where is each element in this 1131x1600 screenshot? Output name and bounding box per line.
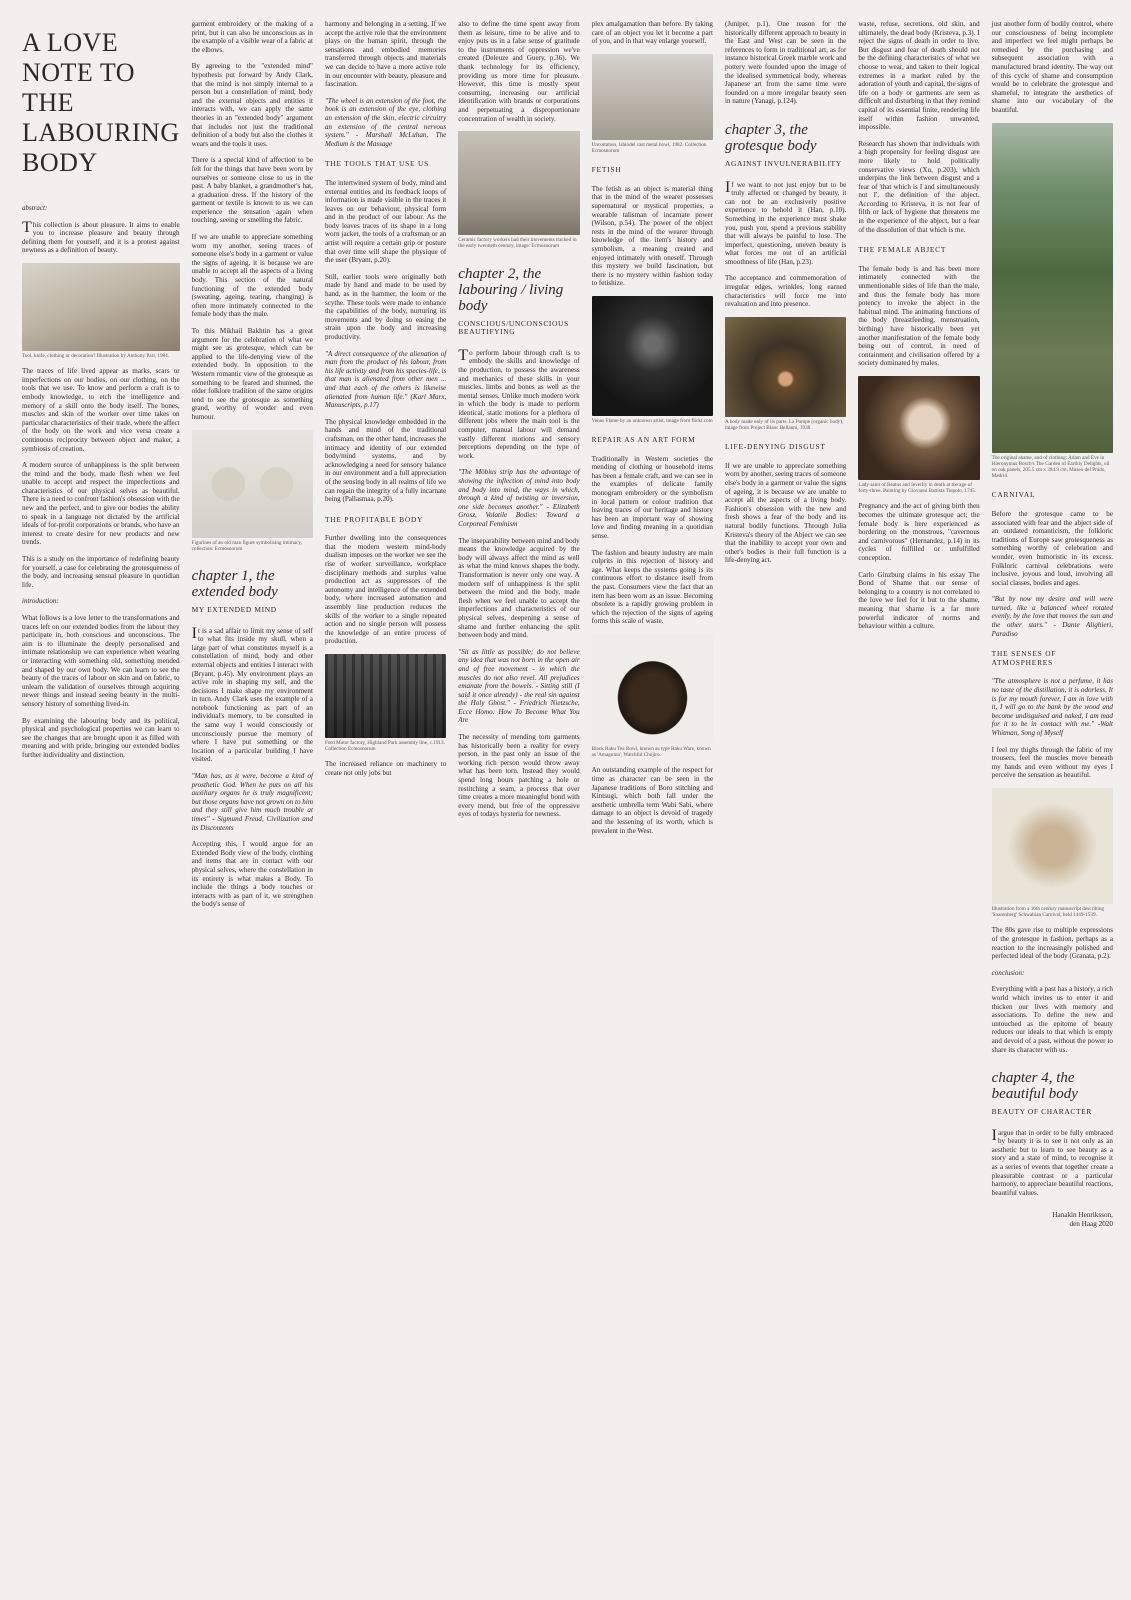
paragraph: also to define the time spent away from them as leisure, time to be alive and to enjoy puts us in a false sense of gratitude to the instruments of oppression we've created (Deleuze and Guery, p.36). We thank technology for its efficiency, providing us more time for pleasure. However, this time is mostly spent consuming, increasing our artificial identification with brands or corporations and perpetuating a disproportionate concentration of wealth in society.: [458, 20, 580, 123]
figure-caption: Illustration from a 16th century manuscript describing 'Snarenberg' Schwabian Carnival, held 1449-1539.: [991, 905, 1105, 919]
signature: [992, 1211, 1113, 1228]
figure-caption: Figurines of an old man figure symbolising intimacy, collection: Ecmosnorum: [191, 539, 302, 552]
paragraph: waste, refuse, secretions, old skin, and ultimately, the dead body (Kristeva, p.3). I reject the signs of death in order to live. But disgust and fear of death should not be the defining characteristics of what we choose to wear, and taken to their logical extremes in a market ruled by the adoration of youth and capital, the signs of life on a body or garments are seen as difficult and disturbing in that they remind capital of its essential finite, rendering life itself within fashion unwanted, impossible.: [858, 20, 980, 132]
paragraph: The fashion and beauty industry are main culprits in this rejection of history and age. What keeps the systems going is its continuous effort to distance itself from the past. Consumers view the fact that an item has been worn as an issue. Becoming obsolete is a rapidly growing problem in which the rejection of the signs of ageing forms this scale of waste.: [591, 548, 713, 626]
saint-painting-image: [858, 376, 979, 480]
quote: "Man has, as it were, become a kind of prosthetic God. When he puts on all his auxiliary organs he is truly magnificent; but those organs have not grown on to him and they still give him much trouble at times" - Sigmund Freud, Civilization and its Discontents: [191, 772, 313, 832]
figure-caption: Ford Motor factory, Highland Park assembly line, c.1913. Collection Ecmosnorum: [324, 740, 445, 753]
paragraph: The fetish as an object is material thing that in the mind of the wearer possesses supernatural or mystical properties, a wearable talisman of incarnate power (Wilson, p.54). The power of the object rests in the mind of the wearer through knowledge of the item's history and symbolism, a meaning created and enjoyed intimately with oneself. Through this mystery we build fascination, but there is no mystery within fashion today to fetishize.: [591, 184, 713, 288]
figure-caption: Black Raku Tea Bowl, known as type Raku Ware, known as 'Amagumo', Watchful Chojiro.: [591, 745, 711, 759]
figure-caption: Tool, knife, clothing or decoration? Illustration by Anthony Pari, 1984.: [22, 352, 170, 359]
abstract-label: abstract:: [22, 204, 48, 212]
venus-flame-image: [592, 296, 713, 416]
chapter-1-subtitle: MY EXTENDED MIND: [191, 604, 277, 614]
paragraph: If we want to not just enjoy but to be truly affected or changed by beauty, it can not be an exclusively positive experience to behold it (Han, p.10). Something in the experience must shake you, push you, spend a previous stability that will always be painful to lose. The imperfect, questioning, uneven beauty is what forces me out of an artificial smoothness of life (Han, p.23).: [724, 178, 847, 266]
paragraph: By examining the labouring body and its political, physical and psychological properties we can learn to see the changes that are brought upon it as filled with meaning and with pride, bringing our extended bodies further individuality and distinction.: [22, 716, 180, 759]
section-heading: THE PROFITABLE BODY: [324, 514, 424, 524]
quote: "But by now my desire and will were turned, like a balanced wheel rotated evenly, by the love that moves the sun and the other stars." - Dante Alighieri, Paradiso: [991, 595, 1113, 638]
paragraph: (Juniper, p.1). One reason for the historically different approach to beauty in the East and West can be seen in the references to form in traditional art, as for instance historical Greek marble work and pottery were founded upon the image of the idealised symmetrical body, whereas Japanese art from the same time were founded on a more irregular beauty seen in nature (Yanagi, p.124).: [724, 20, 847, 106]
paragraph: The physical knowledge embedded in the hands and mind of the traditional craftsman, on the other hand, increases the intimacy and identity of our extended body/mind systems, and by acknowledging a need for sensory balance in our environment and a full appreciation of the sensing body in all realms of life we can regain the integrity of a fully incarnate being (Pallasmaa, p.20).: [324, 417, 447, 504]
paragraph: To this Mikhail Bakhtin has a great argument for the celebration of what we might see as grotesque, which can be applied to the life-denying view of the extended body. In opposition to the Western romantic view of the grotesque as something to be feared and shunned, the older folklore tradition of the same origins tend to see the grotesque as something grand, worthy of wonder and even humour.: [191, 327, 313, 421]
paragraph: There is a special kind of affection to be felt for the things that have been worn by ourselves or someone close to us in the past. A baby blanket, a grandmother's hat, a graduation dress. If the history of the garment or textile is known to us we can experience the sensation again when touching, seeing or smelling the fabric.: [191, 156, 313, 225]
paragraph: just another form of bodily control, where our consciousness of being incomplete and imperfect we feel might perhaps be remedied by the purchasing and subsequent association with a manufactured brand identity. The way out of this cycle of shame and consumption would be to celebrate the grotesque and shameful, to integrate the aesthetics of shame into our vocabulary of the beautiful.: [991, 20, 1113, 114]
figurines-image: [192, 430, 313, 538]
paragraph: Accepting this, I would argue for an Extended Body view of the body, clothing and items that are in contact with our physical selves, where the constellation in its entirety is what makes a Body. To include the things a body touches or interacts with as part of it, we strengthen the body's sense of: [191, 840, 313, 909]
paragraph: The inseparability between mind and body means the knowledge acquired by the body will always affect the mind as well as what the mind knows shapes the body. Transformation is never only one way. A modern self of unhappiness is the split between the mind and the body, made flesh when we feel unable to accept the imperfections and characteristics of our physical selves, deepening a sense of shame and further enhancing the split between body and mind.: [458, 536, 580, 640]
garden-of-earthly-delights-image: [992, 123, 1113, 453]
section-heading: THE TOOLS THAT USE US: [324, 159, 430, 169]
abstract-text: This collection is about pleasure. It aims to enable you to increase pleasure and beauty through defining them for yourself, and it is a protest against newness as a definition of beauty.: [22, 218, 180, 255]
chapter-4-title: chapter 4, the beautiful body: [991, 1070, 1078, 1103]
hand-illustration-image: [22, 263, 180, 351]
figure-dark: [592, 296, 713, 424]
quote: "The Möbius strip has the advantage of showing the inflection of mind into body and body into mind, the ways in which, through a kind of twisting or inversion, one side becomes another." - Elizabeth Grosz, Volatile Bodies: Toward a Corporeal Feminism: [458, 468, 580, 528]
paragraph: This is a study on the importance of redefining beauty for yourself, a case for celebrating the grotesqueness of the body, and increasing sensual pleasure in quotidian life.: [22, 555, 180, 589]
poem-quote: "The atmosphere is not a perfume, it has no taste of the distillation, it is odorless, It is for my mouth forever, I am in love with it, I will go to the bank by the wood and become undisguised and naked, I am mad for it to be in contact with me." -Walt Whitman, Song of Myself: [991, 677, 1113, 737]
paragraph: The female body is and has been more intimately connected with the unmentionable sides of life than the male, and thus the female body has more potency to invoke the abject in the habitual mind. The animating functions of the body (breastfeeding, menstruation, birthing) have historically been yet another manifestation of the female body being out of control, in need of containment and civilisation offered by a society dominated by males.: [858, 264, 980, 368]
paragraph: The traces of life lived appear as marks, scars or imperfections on our bodies, on our clothing, on the tools that we use. To know and perform a craft is to embody knowledge, to etch the intelligence and memory of a skill onto the body itself. The bones, muscles and skin of the worker over time takes on particular characteristics of their trade, where the affect of the body on the work and vice versa create a continuous reciprocity between object and maker, a symbiosis of creation.: [22, 367, 180, 453]
paragraph: An outstanding example of the respect for time as character can be seen in the Japanese traditions of Boro stitching and Kintsugi, which both fall under the aesthetic umbrella term Wabi Sabi, where damage to an object is devoid of tragedy and the lessening of its worth, which is prevalent in the West.: [591, 766, 713, 835]
figure-tea-bowl: [592, 634, 713, 758]
paragraph: I feel my thighs through the fabric of my trousers, feel the muscles move beneath my hands and even without my eyes I perceive the sensation as beautiful.: [991, 745, 1113, 780]
figure-garden: [992, 123, 1113, 480]
paragraph: If we are unable to appreciate something worn by another, seeing traces of someone else's body in a garment or value the signs of ageing, it is because we are unable to accept all the aspects of a living body. Fashion's obsession with the new and fresh shows a fear of the body and its natural bodily functions. Through Julia Kristeva's theory of the Abject we can see that the inability to accept your own and other's bodies is their full function is a life-denying act.: [724, 461, 847, 565]
quote: "The wheel is an extension of the foot, the book is an extension of the eye, clothing an extension of the skin, electric circuitry an extension of the central nervous system." - Marshall McLuhan, The Medium is the Massage: [324, 96, 447, 148]
chapter-3-title: chapter 3, the grotesque body: [724, 121, 817, 154]
paragraph: harmony and belonging in a setting. If we accept the active role that the environment plays on the human spirit, through the sensations and embodied memories transferred through objects and materials we can decide to have a more active role in our encounter with beauty, pleasure and fascination.: [324, 20, 447, 89]
quote: "Sit as little as possible; do not believe any idea that was not born in the open air and of free movement - in which the muscles do not also revel. All prejudices emanate from the bowels. - Sitting still (I said it once already) - the real sin against the Holy Ghost." - Friedrich Nietzsche, Ecce Homo: How To Become What You Are: [458, 647, 580, 725]
figure-bowl: [592, 54, 713, 154]
paragraph: Still, earlier tools were originally both made by hand and made to be used by hand, as in the hammer, the loom or the scythe. These tools were made to enhance the capabilities of the body, nurturing its movements and by doing so easing the strain upon the body and increasing productivity.: [324, 272, 447, 341]
paragraph: What follows is a love letter to the transformations and traces left on our extended bodies from the labour they participate in, both conscious and unconscious. The aim is to illuminate the deeply personalised and intimate relationship we can experience when wearing or interacting with something old, something mended and shaped by our own body. We can learn to see the beauty of the traces of labour on skin and on fabric, to unlearn the validation of ourselves through acquiring newer things and instead seeing beauty in the multi-sensory history of something lived-in.: [22, 614, 180, 708]
section-heading: CARNIVAL: [991, 490, 1036, 500]
paragraph: The intertwined system of body, mind and external entities and its feedback loops of information is made visible in the traces it leaves on our behaviour, physical form and in the product of our labour. As the body leaves traces of its shape in a long worn jacket, the tools of a craftsman or an artist will require a certain grip or posture that over time will shape the physique of the user (Bryant, p.20).: [324, 178, 447, 265]
paragraph: The necessity of mending torn garments has historically been a reality for every person, in the past only an issue of the working rich person would throw away what has been torn. Instead they would spend long hours patching a hole or restitching a seam, a process that over time creates a more meaningful bond with every mend, but free of the oppressive eyes of todays hysteria for newness.: [458, 733, 580, 819]
figure-hand: [22, 263, 180, 359]
carnival-illustration-image: [992, 788, 1113, 904]
figure-carnival-body: [992, 788, 1113, 918]
paragraph: The 80s gave rise to multiple expressions of the grotesque in fashion, perhaps as a reaction to the increasingly polished and perfected ideal of the body (Granata, p.2).: [991, 926, 1113, 961]
paragraph: Before the grotesque came to be associated with fear and the abject side of an outdated romanticism, the folkloric traditions of Europe saw grotesqueness as something worthy of celebration and wonder, even humoristic in its excess. Folkloric carnival celebrations were inclusive, joyous and loud, involving all social classes, bodies and ages.: [991, 509, 1113, 587]
column-4: [458, 20, 579, 1582]
column-2: [192, 20, 313, 1582]
paragraph: plex amalgamation than before. By taking care of an object you let it become a part of you, and in that way enlarge yourself.: [591, 20, 713, 46]
paragraph: Everything with a past has a history, a rich world which invites us to enter it and thicken our lives with memory and associations. To define the new and untouched as the epitome of beauty reduces our ideals to that which is empty and devoid of a past, without the power to share its character with us.: [991, 985, 1113, 1054]
paragraph: To perform labour through craft is to embody the skills and knowledge of the production, to possess the awareness and mechanics of these skills in your muscles, limbs and bones as well as the mental senses. Unlike much modern work in which the body is made to perform identical, static motions for a plethora of different jobs where the main tool is the computer, manual labour will demand vastly different motions and sensory perceptions depending on the type of work.: [458, 346, 580, 460]
figure-caption: Ceramic factory workers had their movements tracked in the early twentieth century, image: Ecmosnorum: [458, 237, 577, 250]
factory-photo-image: [325, 654, 446, 738]
paragraph: Traditionally in Western societies the mending of clothing or household items has been a female craft, and we can see in the examples of delicate family monogram embroidery or the symbolism in local pattern or colour tradition that leaving traces of our heritage and history has been an important way of showing love and finding meaning in a quotidian sense.: [591, 454, 713, 541]
metal-bowl-image: [592, 54, 713, 140]
chapter-3-subtitle: AGAINST INVULNERABILITY: [724, 158, 842, 168]
section-heading: REPAIR AS AN ART FORM: [591, 435, 696, 445]
column-7: [858, 20, 979, 1582]
paragraph: Research has shown that individuals with a high propensity for feeling disgust are more likely to hold politically conservative views (Xu, p.203), which underpins the link between disgust and a fear of 'that which is I and simultaneously not I', the definition of the abject. According to Kristeva, it is not fear of filth or lack of hygiene that threatens me in the experience of the abject, but a fear of the dissolution of that which is me.: [858, 139, 980, 234]
paragraph: garment embroidery or the making of a print, but it can also be unconscious as in the example of a visible wear of a fabric at the elbows.: [191, 20, 313, 54]
figure-caption: Venus Flame by an unknown artist, image from flickr.com: [591, 417, 713, 424]
signature-place: den Haag 2020: [1069, 1220, 1113, 1229]
quote: "A direct consequence of the alienation of man from the product of his labour, from his life activity and from his species-life, is that man is alienated from other men ... and that each of the others is likewise alienated from human life." (Karl Marx, Manuscripts, p.17): [324, 349, 447, 410]
section-heading: THE FEMALE ABJECT: [858, 245, 947, 255]
column-3: [325, 20, 446, 1582]
conclusion-label: conclusion:: [991, 968, 1025, 977]
column-1: [22, 20, 180, 1582]
figure-figurines: [192, 430, 313, 552]
figure-saint: [858, 376, 979, 494]
column-8: [992, 20, 1113, 1582]
paragraph: A modern source of unhappiness is the split between the mind and the body, made flesh when we feel unable to accept and respect the imperfections and characteristics of our physical selves as beautiful. There is a need to confront fashion's obsession with the new and the perfect, and to give our bodies the ability to speak in a language not dictated by the artificial ideals of for-profit corporations or brands, who have an interest to create desire for new products and new trends.: [22, 461, 180, 547]
column-5: [592, 20, 713, 1582]
section-heading: FETISH: [591, 165, 622, 175]
tea-bowl-image: [592, 634, 713, 744]
figure-caption: Uncommon, Ishiodel cast metal bowl, 1982. Collection Ecmosnorum: [591, 141, 707, 154]
figure-ring: [725, 317, 846, 431]
section-heading: LIFE-DENYING DISGUST: [724, 442, 826, 452]
column-6: [725, 20, 846, 1582]
paragraph: Carlo Ginzburg claims in his essay The Bond of Shame that our sense of belonging to a country is not correlated to the love we feel for it but to the shame, meaning that shame is a far more powerful indicator of norms and behaviour within a culture.: [858, 570, 980, 631]
figure-ceramic: [458, 131, 579, 249]
chapter-4-subtitle: BEAUTY OF CHARACTER: [991, 1107, 1092, 1117]
paragraph: If we are unable to appreciate something worn my another, seeing traces of someone else's body in a garment or value the signs of ageing, it is because we are unable to accept all the aspects of a living body. This section of the natural functioning of the extended body (sweating, ageing, tearing, changing) is often more intimately connected to the female body than the male.: [191, 233, 313, 319]
paragraph: Iargue that in order to be fully embraced by beauty it is to see it not only as an aesthetic but to learn to see beauty as a story and a state of mind, to recognise it as a series of events that together create a pleasurable contrast or a particular harmony, to appreciate beautiful reactions, beautiful values.: [991, 1126, 1113, 1197]
paragraph: The acceptance and commemoration of irregular edges, wrinkles, long earned characteristics will force me into revaluation and into presence.: [724, 274, 847, 309]
figure-factory: [325, 654, 446, 752]
paragraph: Pregnancy and the act of giving birth then becomes the ultimate grotesque act; the female body is here experienced as bordering on the monstrous, "cavernous and carnivorous" (Hernandez, p.14) in its cycles of fulfilled or unfulfilled conception.: [858, 502, 980, 562]
signature-name: Hanakin Henriksson,: [1052, 1211, 1113, 1220]
introduction-label: introduction:: [22, 597, 59, 606]
ceramic-workers-image: [458, 131, 579, 235]
paragraph: Further dwelling into the consequences that the modern western mind-body dualism imposes on the worker we see the rise of worker surveillance, workplace disciplinary methods and surplus value production act as suppressors of the autonomy and intelligence of the extended body, where increased automation and assembly line production reduces the skills of the worker to a single repeated action and no single person will possess the knowledge of an entire process of production.: [324, 534, 447, 646]
paragraph: By agreeing to the "extended mind" hypothesis put forward by Andy Clark, that the mind is not simply internal to a person but a constellation of mind, body and the external objects and entities it interacts with, we can apply the same theories in an "extended body" argument that includes not just the traditional definition of a body but also the clothes it wears and the tools it uses.: [191, 62, 313, 148]
page-title: A LOVE NOTE TO THE LABOURING BODY: [22, 28, 180, 177]
paragraph: The increased reliance on machinery to create not only jobs but: [324, 760, 447, 777]
figure-caption: A body made only of its parts. La Pompe (organic body), image from Project Blanc Bellanni, 1938.: [724, 418, 844, 432]
paragraph: It is a sad affair to limit my sense of self to what fits inside my skull, when a large part of what constitutes myself is a constellation of mind, body and other external objects and entities I interact with (Bryant, p.45). My environment plays an active role in shaping my self, and the decisions I make shape my environment in turn. Andy Clark uses the example of a notebook functioning as part of an individual's memory, to be consulted in the same way I would consciously or unconsciously pursue the memory of where I have put something or the location of a particular building I have visited.: [191, 624, 313, 764]
figure-caption: Lady saint of Beatus and Ieverlly in death at the age of forty-three. Painting by Giovanni Battista Tiepolo, 1745.: [858, 481, 977, 495]
chapter-1-title: chapter 1, the extended body: [191, 567, 278, 600]
chapter-2-title: chapter 2, the labouring / living body: [458, 265, 564, 314]
section-heading: THE SENSES OF ATMOSPHERES: [991, 649, 1057, 667]
chapter-2-subtitle: CONSCIOUS/UNCONSCIOUS BEAUTIFYING: [458, 318, 569, 337]
body-parts-image: [725, 317, 846, 417]
figure-caption: The original shame, and of clothing: Adam and Eve in Hieronymus Bosch's The Garden of Earthly Delights, oil on oak panels, 205.5 cm x 384.9 cm, Museo del Prado, Madrid.: [991, 454, 1110, 480]
